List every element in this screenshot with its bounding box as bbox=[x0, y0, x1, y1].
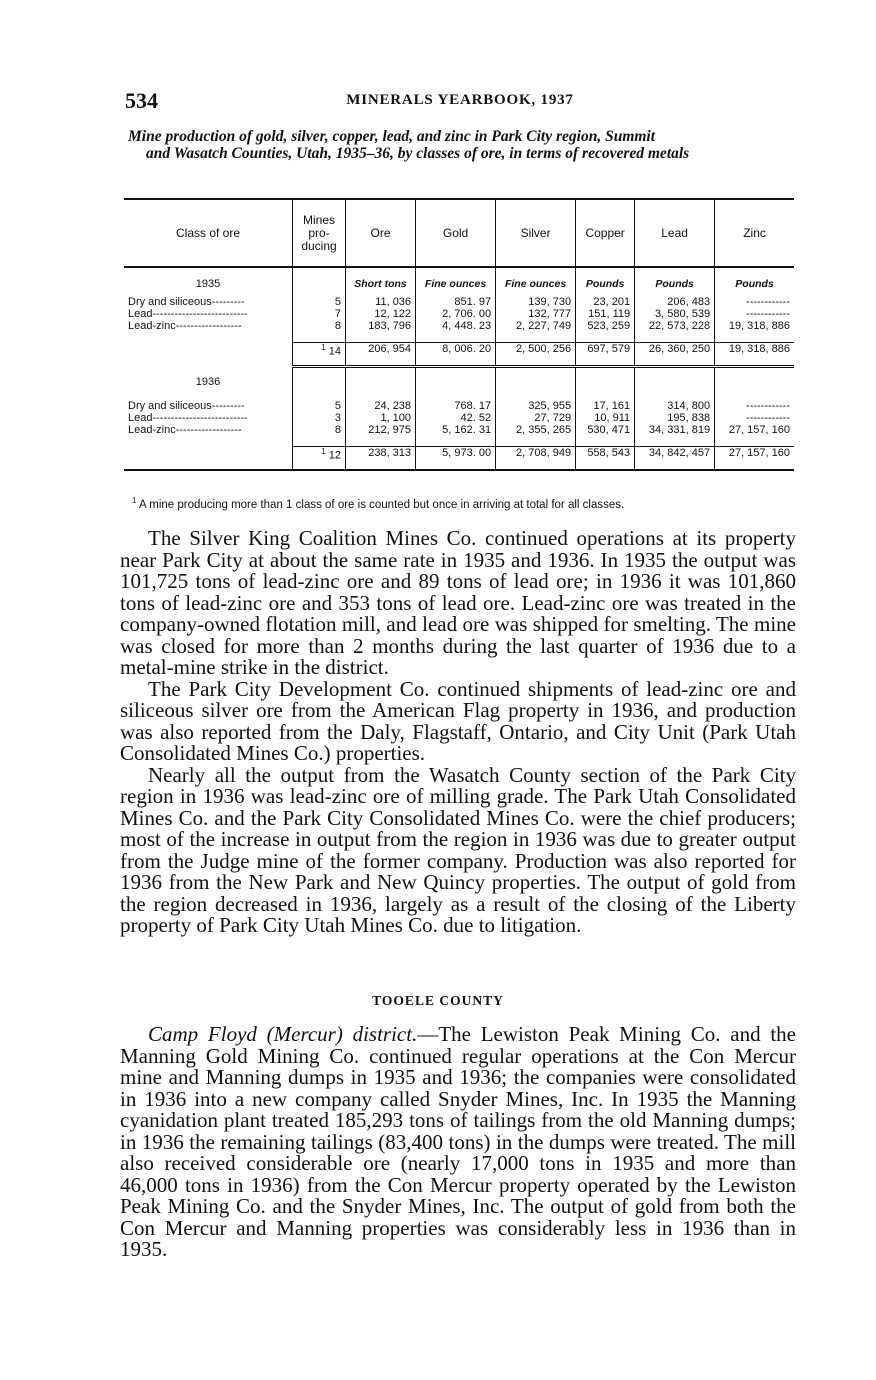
zinc-cell: ------------ bbox=[715, 296, 794, 308]
copper-total: 558, 543 bbox=[576, 446, 635, 470]
silver-total: 2, 500, 256 bbox=[496, 342, 576, 366]
mines-cell: 8 bbox=[293, 320, 346, 342]
paragraph-silver-king: The Silver King Coalition Mines Co. continued operations at its property near Park City at about the same rate in 1935 and 1936. In 1935 the output was 101,725 tons of lead-zinc ore and 89 tons of lead ore; in 1936 it was 101,860 tons of lead-zinc ore and 353 tons of lead ore. Lead-zinc ore was treated in the company-owned flotation mill, and lead ore was shipped for smelting. The mine was closed for more than 2 months during the last quarter of 1936 due to a metal-mine strike in the district. bbox=[120, 526, 796, 679]
header-zinc: Zinc bbox=[715, 199, 794, 267]
copper-cell: 17, 161 bbox=[576, 400, 635, 412]
silver-cell: 325, 955 bbox=[496, 400, 576, 412]
footnote-text: A mine producing more than 1 class of ore is counted but once in arriving at total for all classes. bbox=[139, 498, 625, 511]
gold-cell: 42. 52 bbox=[416, 412, 496, 424]
class-cell: Dry and siliceous bbox=[128, 296, 212, 308]
zinc-total: 27, 157, 160 bbox=[715, 446, 794, 470]
lead-total: 26, 360, 250 bbox=[635, 342, 715, 366]
table-row: Dry and siliceous--------- 5 24, 238 768. 17 325, 955 17, 161 314, 800 ------------ bbox=[124, 400, 794, 412]
lead-cell: 195, 838 bbox=[635, 412, 715, 424]
lead-cell: 34, 331, 819 bbox=[635, 424, 715, 446]
header-lead: Lead bbox=[635, 199, 715, 267]
silver-cell: 2, 355, 265 bbox=[496, 424, 576, 446]
class-cell: Lead bbox=[128, 308, 153, 320]
header-silver: Silver bbox=[496, 199, 576, 267]
section-heading: TOOELE COUNTY bbox=[372, 993, 504, 1008]
header-class: Class of ore bbox=[124, 199, 293, 267]
mines-cell: 5 bbox=[293, 296, 346, 308]
ore-total: 206, 954 bbox=[346, 342, 416, 366]
zinc-cell: 19, 318, 886 bbox=[715, 320, 794, 342]
unit-silver: Fine ounces bbox=[496, 267, 576, 296]
section-body bbox=[120, 1024, 796, 1261]
zinc-cell: ------------ bbox=[715, 412, 794, 424]
body-paragraphs bbox=[120, 528, 796, 937]
zinc-cell: ------------ bbox=[715, 308, 794, 320]
copper-cell: 151, 119 bbox=[576, 308, 635, 320]
gold-total: 5, 973. 00 bbox=[416, 446, 496, 470]
header-ore: Ore bbox=[346, 199, 416, 267]
lead-cell: 314, 800 bbox=[635, 400, 715, 412]
gold-total: 8, 006. 20 bbox=[416, 342, 496, 366]
year-row-1935 bbox=[124, 267, 794, 296]
ore-total: 238, 313 bbox=[346, 446, 416, 470]
gold-cell: 5, 162. 31 bbox=[416, 424, 496, 446]
year-label: 1936 bbox=[195, 376, 221, 388]
ore-cell: 24, 238 bbox=[346, 400, 416, 412]
copper-cell: 523, 259 bbox=[576, 320, 635, 342]
caption-line-1: Mine production of gold, silver, copper, lead, and zinc in Park City region, Summit bbox=[128, 128, 656, 145]
mines-cell: 8 bbox=[293, 424, 346, 446]
class-cell: Lead-zinc bbox=[128, 424, 176, 436]
silver-cell: 27, 729 bbox=[496, 412, 576, 424]
class-cell: Lead bbox=[128, 412, 153, 424]
ore-cell: 12, 122 bbox=[346, 308, 416, 320]
lead-cell: 206, 483 bbox=[635, 296, 715, 308]
lead-cell: 3, 580, 539 bbox=[635, 308, 715, 320]
table-header-row bbox=[124, 199, 794, 267]
unit-ore: Short tons bbox=[346, 267, 416, 296]
copper-cell: 10, 911 bbox=[576, 412, 635, 424]
mines-total: 14 bbox=[328, 345, 341, 358]
paragraph-camp-floyd bbox=[120, 1024, 796, 1261]
table-caption bbox=[128, 128, 798, 162]
mines-cell: 7 bbox=[293, 308, 346, 320]
unit-gold: Fine ounces bbox=[416, 267, 496, 296]
gold-cell: 768. 17 bbox=[416, 400, 496, 412]
footnote-mark: 1 bbox=[132, 496, 137, 505]
table-row: Lead-zinc------------------ 8 212, 975 5, 162. 31 2, 355, 265 530, 471 34, 331, 819 27, 157, 160 bbox=[124, 424, 794, 446]
table-footnote bbox=[132, 496, 792, 511]
zinc-cell: 27, 157, 160 bbox=[715, 424, 794, 446]
total-row-1936 bbox=[124, 446, 794, 470]
unit-zinc: Pounds bbox=[715, 267, 794, 296]
header-mines: Mines pro- ducing bbox=[293, 199, 346, 267]
copper-total: 697, 579 bbox=[576, 342, 635, 366]
silver-cell: 132, 777 bbox=[496, 308, 576, 320]
ore-cell: 11, 036 bbox=[346, 296, 416, 308]
page-header bbox=[125, 88, 795, 118]
lead-cell: 22, 573, 228 bbox=[635, 320, 715, 342]
paragraph-park-city-development: The Park City Development Co. continued shipments of lead-zinc ore and siliceous silver ore from the American Flag property in 1936, and production was also reported from the Daly, Flagstaff, Ontario, and City Unit (Park Utah Consolidated Mines Co.) properties. bbox=[120, 676, 796, 765]
table-row: Dry and siliceous--------- 5 11, 036 851. 97 139, 730 23, 201 206, 483 ------------ bbox=[124, 296, 794, 308]
zinc-total: 19, 318, 886 bbox=[715, 342, 794, 366]
copper-cell: 530, 471 bbox=[576, 424, 635, 446]
footnote-ref: 1 bbox=[321, 446, 326, 456]
table-row: Lead-zinc------------------ 8 183, 796 4, 448. 23 2, 227, 749 523, 259 22, 573, 228 19, 318, 886 bbox=[124, 320, 794, 342]
production-table bbox=[124, 198, 794, 471]
class-cell: Lead-zinc bbox=[128, 320, 176, 332]
header-copper: Copper bbox=[576, 199, 635, 267]
unit-lead: Pounds bbox=[635, 267, 715, 296]
year-row-1936 bbox=[124, 366, 794, 400]
lead-total: 34, 842, 457 bbox=[635, 446, 715, 470]
copper-cell: 23, 201 bbox=[576, 296, 635, 308]
class-cell: Dry and siliceous bbox=[128, 400, 212, 412]
header-gold: Gold bbox=[416, 199, 496, 267]
footnote-ref: 1 bbox=[321, 342, 326, 352]
gold-cell: 851. 97 bbox=[416, 296, 496, 308]
mines-total: 12 bbox=[328, 449, 341, 462]
caption-line-2: and Wasatch Counties, Utah, 1935–36, by classes of ore, in terms of recovered metals bbox=[146, 145, 690, 162]
year-label: 1935 bbox=[195, 278, 221, 290]
table-row: Lead-------------------------- 7 12, 122 2, 706. 00 132, 777 151, 119 3, 580, 539 ------------ bbox=[124, 308, 794, 320]
ore-cell: 1, 100 bbox=[346, 412, 416, 424]
gold-cell: 4, 448. 23 bbox=[416, 320, 496, 342]
table-row: Lead-------------------------- 3 1, 100 42. 52 27, 729 10, 911 195, 838 ------------ bbox=[124, 412, 794, 424]
unit-copper: Pounds bbox=[576, 267, 635, 296]
silver-total: 2, 708, 949 bbox=[496, 446, 576, 470]
page-number: 534 bbox=[125, 88, 158, 113]
district-paragraph: —The Lewiston Peak Mining Co. and the Manning Gold Mining Co. continued regular operations at the Con Mercur mine and Manning dumps in 1935 and 1936; the companies were consolidated in 1936 into a new company called Snyder Mines, Inc. In 1935 the Manning cyanidation plant treated 185,293 tons of tailings from the old Manning dumps; in 1936 the remaining tailings (83,400 tons) in the dumps were treated. The mill also received considerable ore (nearly 17,000 tons in 1935 and more than 46,000 tons in 1936) from the Con Mercur property operated by the Lewiston Peak Mining Co. and the Snyder Mines, Inc. The output of gold from both the Con Mercur and Manning properties was considerably less in 1936 than in 1935. bbox=[120, 1022, 796, 1261]
ore-cell: 183, 796 bbox=[346, 320, 416, 342]
gold-cell: 2, 706. 00 bbox=[416, 308, 496, 320]
total-row-1935 bbox=[124, 342, 794, 366]
mines-cell: 3 bbox=[293, 412, 346, 424]
zinc-cell: ------------ bbox=[715, 400, 794, 412]
running-title: MINERALS YEARBOOK, 1937 bbox=[346, 92, 574, 108]
silver-cell: 139, 730 bbox=[496, 296, 576, 308]
ore-cell: 212, 975 bbox=[346, 424, 416, 446]
paragraph-wasatch-county: Nearly all the output from the Wasatch County section of the Park City region in 1936 was lead-zinc ore of milling grade. The Park Utah Consolidated Mines Co. and the Park City Consolidated Mines Co. were the chief producers; most of the increase in output from the region in 1936 was due to greater output from the Judge mine of the former company. Production was also reported for 1936 from the New Park and New Quincy properties. The output of gold from the region decreased in 1936, largely as a result of the closing of the Liberty property of Park City Utah Mines Co. due to litigation. bbox=[120, 762, 796, 937]
silver-cell: 2, 227, 749 bbox=[496, 320, 576, 342]
district-lead-in: Camp Floyd (Mercur) district. bbox=[148, 1022, 418, 1046]
mines-cell: 5 bbox=[293, 400, 346, 412]
